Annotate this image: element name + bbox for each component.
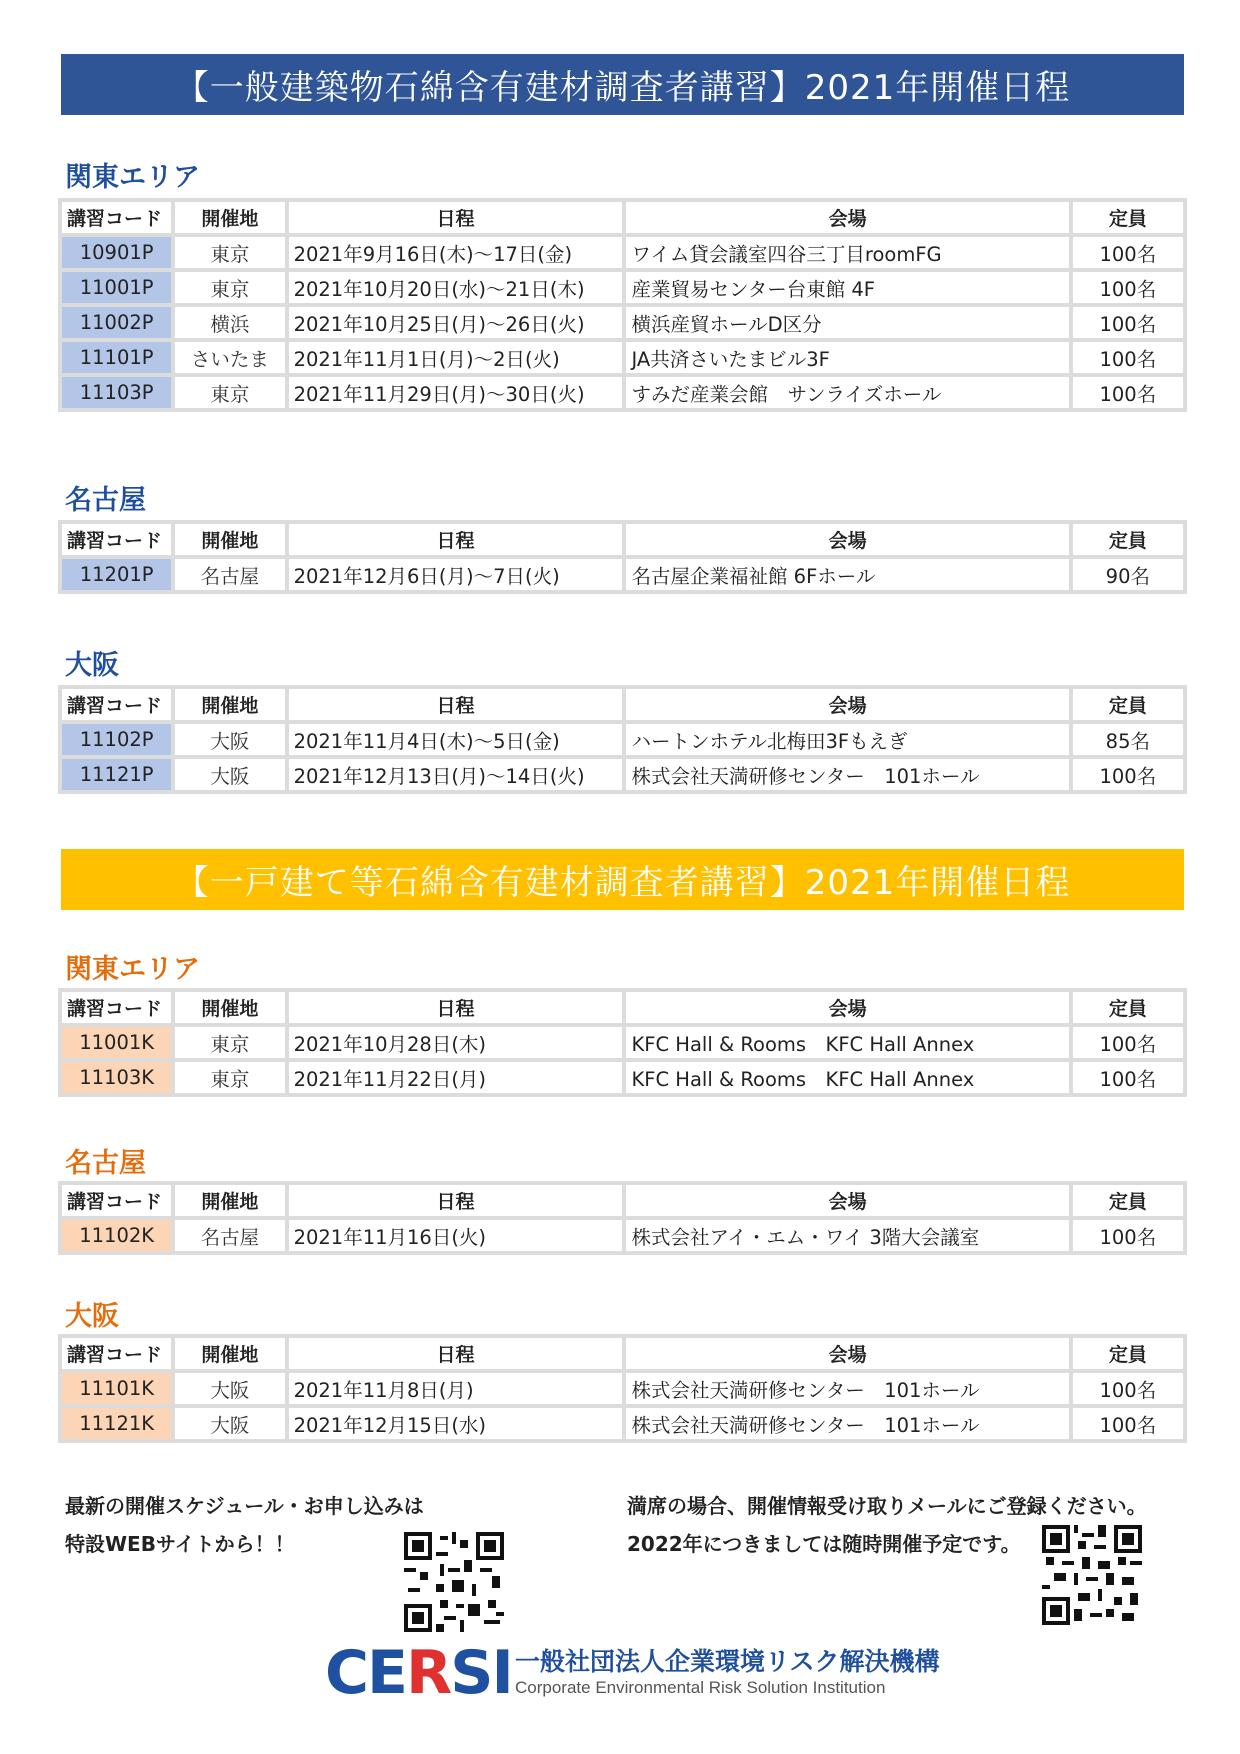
- course-code-cell: 11002P: [62, 307, 171, 338]
- table-header-row: [62, 1185, 1183, 1216]
- capacity-cell: 100名: [1073, 1062, 1183, 1093]
- course-code-cell: 11121K: [62, 1408, 171, 1439]
- header-date: 日程: [289, 689, 623, 720]
- venue-cell: すみだ産業会館 サンライズホール: [626, 377, 1068, 408]
- capacity-cell: 100名: [1073, 272, 1183, 303]
- course-code-cell: 11001K: [62, 1027, 171, 1058]
- table-row: [62, 1062, 1183, 1093]
- table-row: [62, 1408, 1183, 1439]
- header-location: 開催地: [175, 524, 284, 555]
- table-header-row: [62, 689, 1183, 720]
- date-cell: 2021年11月8日(月): [289, 1373, 623, 1404]
- location-cell: 東京: [175, 1027, 284, 1058]
- header-venue: 会場: [626, 1185, 1068, 1216]
- header-venue: 会場: [626, 1338, 1068, 1369]
- capacity-cell: 90名: [1073, 559, 1183, 590]
- course-code-cell: 11001P: [62, 272, 171, 303]
- capacity-cell: 100名: [1073, 377, 1183, 408]
- table-row: [62, 307, 1183, 338]
- footer-right-line2: 2022年につきましては随時開催予定です。: [627, 1532, 1021, 1556]
- location-cell: 東京: [175, 1062, 284, 1093]
- venue-cell: ハートンホテル北梅田3Fもえぎ: [626, 724, 1068, 755]
- table-header-row: [62, 202, 1183, 233]
- table-row: [62, 759, 1183, 790]
- region-heading-kanto-k: 関東エリア: [65, 954, 200, 985]
- section2-title-banner: 【一戸建て等石綿含有建材調査者講習】2021年開催日程: [61, 849, 1184, 910]
- course-code-cell: 11101P: [62, 342, 171, 373]
- schedule-table-osaka-p: [58, 685, 1187, 794]
- footer-right-line1: 満席の場合、開催情報受け取りメールにご登録ください。: [627, 1494, 1147, 1518]
- date-cell: 2021年11月29日(月)〜30日(火): [289, 377, 623, 408]
- course-code-cell: 11102K: [62, 1220, 171, 1251]
- region-heading-kanto-p: 関東エリア: [65, 162, 200, 193]
- cersi-logo-icon: CERSI: [325, 1638, 512, 1708]
- organization-name-en: Corporate Environmental Risk Solution Institution: [515, 1678, 886, 1697]
- course-code-cell: 11103P: [62, 377, 171, 408]
- venue-cell: 株式会社天満研修センター 101ホール: [626, 1373, 1068, 1404]
- capacity-cell: 100名: [1073, 237, 1183, 268]
- header-course-code: 講習コード: [62, 202, 171, 233]
- header-date: 日程: [289, 202, 623, 233]
- footer-left-line2: 特設WEBサイトから！！: [65, 1532, 295, 1556]
- qr-code-website-icon[interactable]: [404, 1532, 504, 1632]
- header-venue: 会場: [626, 524, 1068, 555]
- capacity-cell: 100名: [1073, 1408, 1183, 1439]
- footer-left-text: [65, 1487, 424, 1563]
- venue-cell: KFC Hall & Rooms KFC Hall Annex: [626, 1027, 1068, 1058]
- table-header-row: [62, 992, 1183, 1023]
- capacity-cell: 100名: [1073, 759, 1183, 790]
- date-cell: 2021年12月13日(月)〜14日(火): [289, 759, 623, 790]
- header-course-code: 講習コード: [62, 689, 171, 720]
- location-cell: さいたま: [175, 342, 284, 373]
- table-row: [62, 1027, 1183, 1058]
- date-cell: 2021年12月15日(水): [289, 1408, 623, 1439]
- venue-cell: 株式会社アイ・エム・ワイ 3階大会議室: [626, 1220, 1068, 1251]
- header-venue: 会場: [626, 992, 1068, 1023]
- header-date: 日程: [289, 992, 623, 1023]
- venue-cell: 株式会社天満研修センター 101ホール: [626, 759, 1068, 790]
- header-capacity: 定員: [1073, 202, 1183, 233]
- location-cell: 名古屋: [175, 559, 284, 590]
- header-location: 開催地: [175, 689, 284, 720]
- header-date: 日程: [289, 1185, 623, 1216]
- venue-cell: 産業貿易センター台東館 4F: [626, 272, 1068, 303]
- header-venue: 会場: [626, 202, 1068, 233]
- table-header-row: [62, 1338, 1183, 1369]
- table-row: [62, 377, 1183, 408]
- course-code-cell: 10901P: [62, 237, 171, 268]
- region-heading-osaka-p: 大阪: [65, 650, 119, 681]
- header-capacity: 定員: [1073, 992, 1183, 1023]
- course-code-cell: 11201P: [62, 559, 171, 590]
- header-location: 開催地: [175, 1185, 284, 1216]
- header-location: 開催地: [175, 202, 284, 233]
- date-cell: 2021年11月1日(月)〜2日(火): [289, 342, 623, 373]
- header-capacity: 定員: [1073, 1338, 1183, 1369]
- header-course-code: 講習コード: [62, 1185, 171, 1216]
- capacity-cell: 100名: [1073, 1220, 1183, 1251]
- date-cell: 2021年9月16日(木)〜17日(金): [289, 237, 623, 268]
- course-code-cell: 11121P: [62, 759, 171, 790]
- schedule-table-nagoya-k: [58, 1181, 1187, 1255]
- location-cell: 大阪: [175, 1373, 284, 1404]
- location-cell: 大阪: [175, 759, 284, 790]
- region-heading-osaka-k: 大阪: [65, 1301, 119, 1332]
- table-row: [62, 559, 1183, 590]
- date-cell: 2021年10月28日(木): [289, 1027, 623, 1058]
- date-cell: 2021年10月25日(月)〜26日(火): [289, 307, 623, 338]
- venue-cell: ワイム貸会議室四谷三丁目roomFG: [626, 237, 1068, 268]
- organization-name-jp: 一般社団法人企業環境リスク解決機構: [515, 1647, 940, 1676]
- table-row: [62, 272, 1183, 303]
- footer-left-line1: 最新の開催スケジュール・お申し込みは: [65, 1494, 424, 1518]
- header-capacity: 定員: [1073, 689, 1183, 720]
- header-date: 日程: [289, 524, 623, 555]
- venue-cell: 横浜産貿ホールD区分: [626, 307, 1068, 338]
- location-cell: 東京: [175, 237, 284, 268]
- capacity-cell: 100名: [1073, 1373, 1183, 1404]
- date-cell: 2021年10月20日(水)〜21日(木): [289, 272, 623, 303]
- course-code-cell: 11102P: [62, 724, 171, 755]
- region-heading-nagoya-k: 名古屋: [65, 1148, 146, 1179]
- capacity-cell: 100名: [1073, 307, 1183, 338]
- schedule-table-kanto-p: [58, 198, 1187, 412]
- capacity-cell: 85名: [1073, 724, 1183, 755]
- header-capacity: 定員: [1073, 524, 1183, 555]
- organization-logo: [325, 1638, 945, 1708]
- venue-cell: JA共済さいたまビル3F: [626, 342, 1068, 373]
- header-location: 開催地: [175, 1338, 284, 1369]
- capacity-cell: 100名: [1073, 1027, 1183, 1058]
- course-code-cell: 11103K: [62, 1062, 171, 1093]
- location-cell: 大阪: [175, 1408, 284, 1439]
- schedule-table-kanto-k: [58, 988, 1187, 1097]
- header-course-code: 講習コード: [62, 524, 171, 555]
- header-course-code: 講習コード: [62, 992, 171, 1023]
- location-cell: 名古屋: [175, 1220, 284, 1251]
- table-row: [62, 1220, 1183, 1251]
- table-header-row: [62, 524, 1183, 555]
- schedule-table-osaka-k: [58, 1334, 1187, 1443]
- section1-title-banner: 【一般建築物石綿含有建材調査者講習】2021年開催日程: [61, 54, 1184, 115]
- schedule-table-nagoya-p: [58, 520, 1187, 594]
- header-capacity: 定員: [1073, 1185, 1183, 1216]
- qr-code-mail-registration-icon[interactable]: [1042, 1525, 1142, 1625]
- header-location: 開催地: [175, 992, 284, 1023]
- location-cell: 東京: [175, 272, 284, 303]
- venue-cell: 名古屋企業福祉館 6Fホール: [626, 559, 1068, 590]
- table-row: [62, 724, 1183, 755]
- table-row: [62, 1373, 1183, 1404]
- header-venue: 会場: [626, 689, 1068, 720]
- venue-cell: 株式会社天満研修センター 101ホール: [626, 1408, 1068, 1439]
- date-cell: 2021年11月4日(木)〜5日(金): [289, 724, 623, 755]
- location-cell: 大阪: [175, 724, 284, 755]
- region-heading-nagoya-p: 名古屋: [65, 485, 146, 516]
- course-code-cell: 11101K: [62, 1373, 171, 1404]
- date-cell: 2021年11月22日(月): [289, 1062, 623, 1093]
- location-cell: 横浜: [175, 307, 284, 338]
- table-row: [62, 342, 1183, 373]
- date-cell: 2021年11月16日(火): [289, 1220, 623, 1251]
- capacity-cell: 100名: [1073, 342, 1183, 373]
- location-cell: 東京: [175, 377, 284, 408]
- header-course-code: 講習コード: [62, 1338, 171, 1369]
- venue-cell: KFC Hall & Rooms KFC Hall Annex: [626, 1062, 1068, 1093]
- header-date: 日程: [289, 1338, 623, 1369]
- table-row: [62, 237, 1183, 268]
- date-cell: 2021年12月6日(月)〜7日(火): [289, 559, 623, 590]
